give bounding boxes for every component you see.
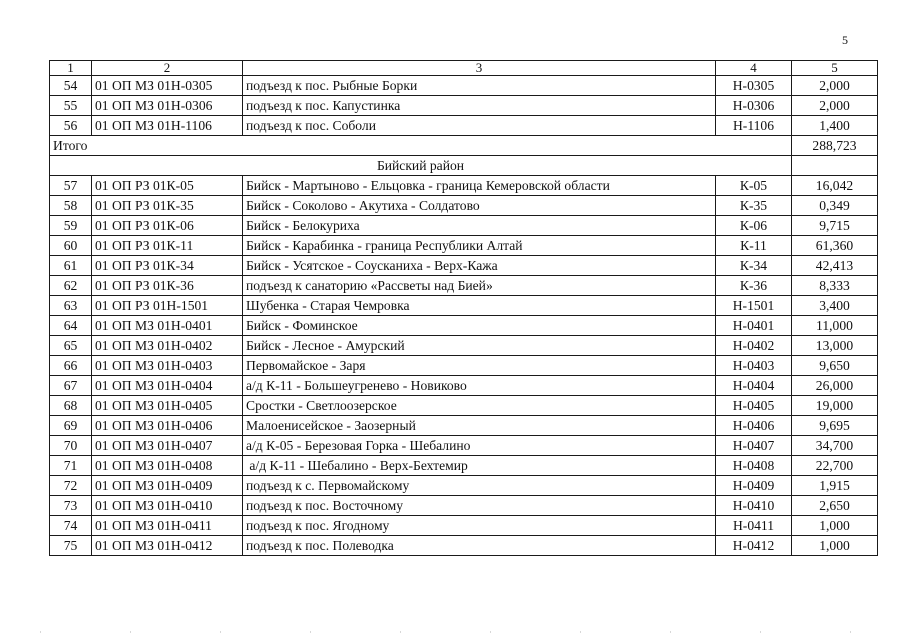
road-length-cell: 2,650 xyxy=(792,496,878,516)
road-id-cell: 01 ОП РЗ 01К-36 xyxy=(92,276,243,296)
road-name-cell: а/д К-11 - Большеугренево - Новиково xyxy=(243,376,716,396)
road-id-cell: 01 ОП МЗ 01Н-0306 xyxy=(92,96,243,116)
road-name-cell: Бийск - Лесное - Амурский xyxy=(243,336,716,356)
road-id-cell: 01 ОП МЗ 01Н-0408 xyxy=(92,456,243,476)
road-length-cell: 2,000 xyxy=(792,76,878,96)
road-name-cell: Первомайское - Заря xyxy=(243,356,716,376)
district-title: Бийский район xyxy=(50,156,792,176)
table-row xyxy=(50,516,878,536)
road-name-cell: подъезд к пос. Рыбные Борки xyxy=(243,76,716,96)
row-number-cell: 54 xyxy=(50,76,92,96)
road-id-cell: 01 ОП МЗ 01Н-0404 xyxy=(92,376,243,396)
road-id-cell: 01 ОП МЗ 01Н-0411 xyxy=(92,516,243,536)
road-id-cell: 01 ОП МЗ 01Н-1106 xyxy=(92,116,243,136)
road-code-cell: Н-1106 xyxy=(716,116,792,136)
road-length-cell: 0,349 xyxy=(792,196,878,216)
road-code-cell: Н-0306 xyxy=(716,96,792,116)
road-name-cell: Бийск - Усятское - Соусканиха - Верх-Кажа xyxy=(243,256,716,276)
road-id-cell: 01 ОП РЗ 01К-35 xyxy=(92,196,243,216)
road-name-cell: подъезд к санаторию «Рассветы над Бией» xyxy=(243,276,716,296)
header-col-2: 2 xyxy=(92,61,243,76)
table-row xyxy=(50,436,878,456)
road-code-cell: К-35 xyxy=(716,196,792,216)
row-number-cell: 74 xyxy=(50,516,92,536)
table-header xyxy=(50,61,878,76)
row-number-cell: 56 xyxy=(50,116,92,136)
road-name-cell: Бийск - Карабинка - граница Республики Алтай xyxy=(243,236,716,256)
row-number-cell: 70 xyxy=(50,436,92,456)
table-row xyxy=(50,476,878,496)
road-id-cell: 01 ОП МЗ 01Н-0403 xyxy=(92,356,243,376)
road-length-cell: 34,700 xyxy=(792,436,878,456)
total-label: Итого xyxy=(50,136,792,156)
road-name-cell: Бийск - Фоминское xyxy=(243,316,716,336)
road-name-cell: Бийск - Соколово - Акутиха - Солдатово xyxy=(243,196,716,216)
road-id-cell: 01 ОП МЗ 01Н-0402 xyxy=(92,336,243,356)
row-number-cell: 55 xyxy=(50,96,92,116)
road-code-cell: К-06 xyxy=(716,216,792,236)
road-id-cell: 01 ОП РЗ 01К-05 xyxy=(92,176,243,196)
district-row xyxy=(50,156,878,176)
row-number-cell: 75 xyxy=(50,536,92,556)
road-name-cell: подъезд к пос. Восточному xyxy=(243,496,716,516)
road-name-cell: Бийск - Белокуриха xyxy=(243,216,716,236)
road-name-cell: а/д К-05 - Березовая Горка - Шебалино xyxy=(243,436,716,456)
row-number-cell: 65 xyxy=(50,336,92,356)
table-row xyxy=(50,176,878,196)
road-code-cell: Н-0406 xyxy=(716,416,792,436)
table-row xyxy=(50,276,878,296)
road-code-cell: Н-1501 xyxy=(716,296,792,316)
table-row xyxy=(50,216,878,236)
road-id-cell: 01 ОП МЗ 01Н-0401 xyxy=(92,316,243,336)
road-length-cell: 1,000 xyxy=(792,516,878,536)
road-code-cell: Н-0305 xyxy=(716,76,792,96)
district-empty-cell xyxy=(792,156,878,176)
road-name-cell: Бийск - Мартыново - Ельцовка - граница Кемеровской области xyxy=(243,176,716,196)
road-length-cell: 19,000 xyxy=(792,396,878,416)
table-row xyxy=(50,336,878,356)
table-body-district xyxy=(50,176,878,556)
road-id-cell: 01 ОП МЗ 01Н-0406 xyxy=(92,416,243,436)
road-id-cell: 01 ОП МЗ 01Н-0407 xyxy=(92,436,243,456)
row-number-cell: 61 xyxy=(50,256,92,276)
road-code-cell: Н-0407 xyxy=(716,436,792,456)
table-body-before-total xyxy=(50,76,878,136)
row-number-cell: 60 xyxy=(50,236,92,256)
road-length-cell: 2,000 xyxy=(792,96,878,116)
table-row xyxy=(50,356,878,376)
header-col-4: 4 xyxy=(716,61,792,76)
road-name-cell: подъезд к пос. Капустинка xyxy=(243,96,716,116)
road-id-cell: 01 ОП МЗ 01Н-0412 xyxy=(92,536,243,556)
table-row xyxy=(50,96,878,116)
row-number-cell: 67 xyxy=(50,376,92,396)
row-number-cell: 69 xyxy=(50,416,92,436)
road-length-cell: 1,400 xyxy=(792,116,878,136)
road-code-cell: Н-0410 xyxy=(716,496,792,516)
road-code-cell: Н-0403 xyxy=(716,356,792,376)
row-number-cell: 64 xyxy=(50,316,92,336)
road-id-cell: 01 ОП МЗ 01Н-0409 xyxy=(92,476,243,496)
table-row xyxy=(50,396,878,416)
road-code-cell: Н-0401 xyxy=(716,316,792,336)
road-id-cell: 01 ОП МЗ 01Н-0410 xyxy=(92,496,243,516)
road-code-cell: Н-0411 xyxy=(716,516,792,536)
road-id-cell: 01 ОП РЗ 01К-06 xyxy=(92,216,243,236)
header-row xyxy=(50,61,878,76)
row-number-cell: 71 xyxy=(50,456,92,476)
road-id-cell: 01 ОП РЗ 01К-11 xyxy=(92,236,243,256)
total-section xyxy=(50,136,878,176)
road-length-cell: 42,413 xyxy=(792,256,878,276)
road-code-cell: К-34 xyxy=(716,256,792,276)
row-number-cell: 68 xyxy=(50,396,92,416)
road-length-cell: 9,695 xyxy=(792,416,878,436)
table-row xyxy=(50,256,878,276)
road-code-cell: К-11 xyxy=(716,236,792,256)
road-length-cell: 16,042 xyxy=(792,176,878,196)
table-row xyxy=(50,296,878,316)
road-length-cell: 22,700 xyxy=(792,456,878,476)
row-number-cell: 57 xyxy=(50,176,92,196)
road-length-cell: 1,915 xyxy=(792,476,878,496)
road-length-cell: 11,000 xyxy=(792,316,878,336)
table-row xyxy=(50,116,878,136)
road-length-cell: 61,360 xyxy=(792,236,878,256)
total-value: 288,723 xyxy=(792,136,878,156)
row-number-cell: 62 xyxy=(50,276,92,296)
road-length-cell: 1,000 xyxy=(792,536,878,556)
road-length-cell: 9,650 xyxy=(792,356,878,376)
row-number-cell: 66 xyxy=(50,356,92,376)
table-row xyxy=(50,416,878,436)
road-id-cell: 01 ОП МЗ 01Н-0405 xyxy=(92,396,243,416)
road-name-cell: подъезд к пос. Соболи xyxy=(243,116,716,136)
table-row xyxy=(50,236,878,256)
header-col-1: 1 xyxy=(50,61,92,76)
road-code-cell: Н-0402 xyxy=(716,336,792,356)
table-row xyxy=(50,376,878,396)
road-name-cell: Малоенисейское - Заозерный xyxy=(243,416,716,436)
page-number: 5 xyxy=(842,33,848,47)
table-row xyxy=(50,496,878,516)
table-row xyxy=(50,196,878,216)
roads-table xyxy=(49,60,878,556)
road-name-cell: а/д К-11 - Шебалино - Верх-Бехтемир xyxy=(243,456,716,476)
road-length-cell: 8,333 xyxy=(792,276,878,296)
road-code-cell: Н-0409 xyxy=(716,476,792,496)
header-col-5: 5 xyxy=(792,61,878,76)
total-row xyxy=(50,136,878,156)
road-name-cell: подъезд к пос. Ягодному xyxy=(243,516,716,536)
road-code-cell: Н-0412 xyxy=(716,536,792,556)
table-row xyxy=(50,456,878,476)
road-length-cell: 26,000 xyxy=(792,376,878,396)
row-number-cell: 72 xyxy=(50,476,92,496)
road-id-cell: 01 ОП РЗ 01К-34 xyxy=(92,256,243,276)
road-name-cell: Сростки - Светлоозерское xyxy=(243,396,716,416)
road-code-cell: К-05 xyxy=(716,176,792,196)
road-id-cell: 01 ОП РЗ 01Н-1501 xyxy=(92,296,243,316)
row-number-cell: 63 xyxy=(50,296,92,316)
road-name-cell: подъезд к с. Первомайскому xyxy=(243,476,716,496)
road-name-cell: подъезд к пос. Полеводка xyxy=(243,536,716,556)
table-row xyxy=(50,316,878,336)
row-number-cell: 73 xyxy=(50,496,92,516)
road-length-cell: 3,400 xyxy=(792,296,878,316)
road-code-cell: Н-0408 xyxy=(716,456,792,476)
row-number-cell: 58 xyxy=(50,196,92,216)
table-row xyxy=(50,76,878,96)
row-number-cell: 59 xyxy=(50,216,92,236)
table-row xyxy=(50,536,878,556)
road-code-cell: К-36 xyxy=(716,276,792,296)
road-length-cell: 13,000 xyxy=(792,336,878,356)
header-col-3: 3 xyxy=(243,61,716,76)
road-length-cell: 9,715 xyxy=(792,216,878,236)
road-id-cell: 01 ОП МЗ 01Н-0305 xyxy=(92,76,243,96)
road-name-cell: Шубенка - Старая Чемровка xyxy=(243,296,716,316)
road-code-cell: Н-0404 xyxy=(716,376,792,396)
road-code-cell: Н-0405 xyxy=(716,396,792,416)
scan-artifact-line xyxy=(0,631,905,633)
